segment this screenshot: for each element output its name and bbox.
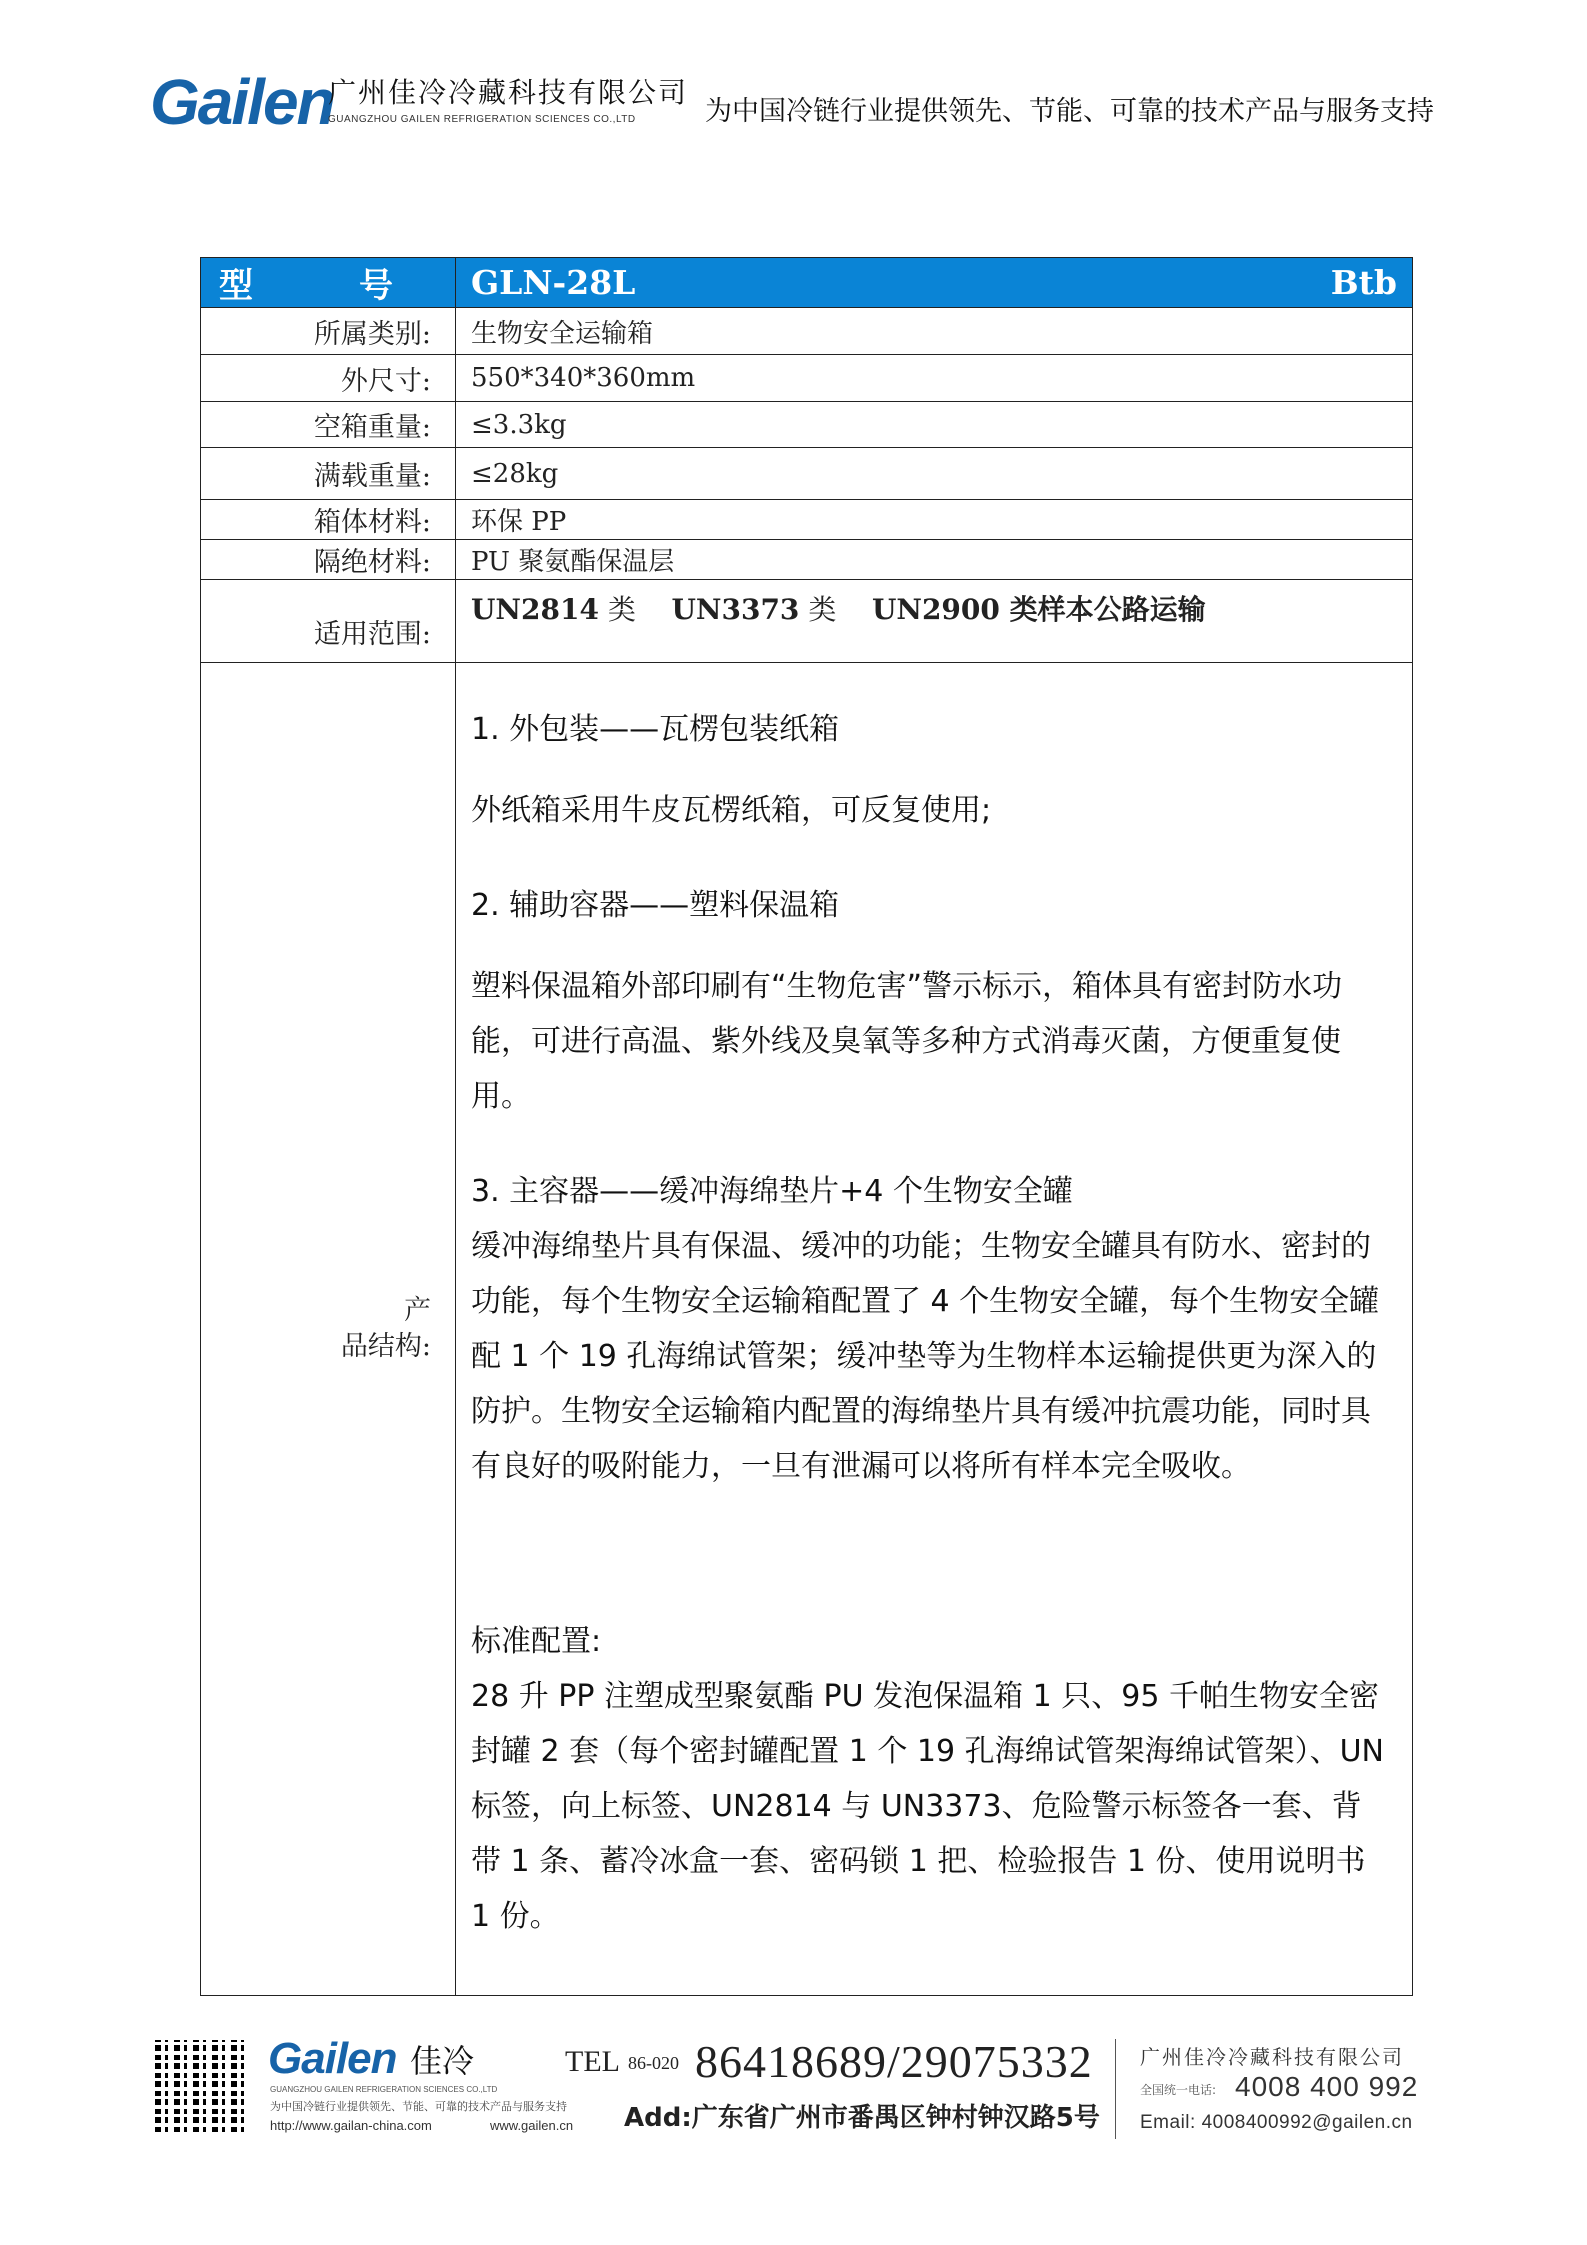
tel-label: TEL (565, 2045, 620, 2078)
spec-label: 外尺寸: (201, 355, 456, 402)
footer-brand-cn: 佳冷 (410, 2042, 475, 2080)
structure-label-line1: 产 (404, 1295, 431, 1326)
standard-config-text: 28 升 PP 注塑成型聚氨酯 PU 发泡保温箱 1 只、95 千帕生物安全密封罐 2 套（每个密封罐配置 1 个 19 孔海绵试管架海绵试管架）、UN 标签，向上标签、UN2814 与 UN3373、危险警示标签各一套、背带 1 条、蓄冷冰盒一套、密码锁 1 把、检验报告 1 份、使用说明书 1 份。 (471, 1679, 1384, 1934)
gailen-logo: Gailen (150, 66, 334, 138)
company-name-cn: 广州佳冷冷藏科技有限公司 (328, 76, 689, 109)
spec-value: 环保 PP (456, 500, 1413, 540)
spec-label: 空箱重量: (201, 402, 456, 448)
spec-row-scope (201, 580, 1413, 663)
footer-url-2[interactable]: www.gailen.cn (490, 2118, 574, 2133)
footer-address: Add:广东省广州市番禺区钟村钟汉路5号 (624, 2103, 1100, 2133)
spec-label: 适用范围: (201, 580, 456, 663)
spec-value: 生物安全运输箱 (456, 308, 1413, 355)
spec-row-category (201, 308, 1413, 355)
footer-company-cn: 广州佳冷冷藏科技有限公司 (1140, 2045, 1404, 2069)
structure-label-line2: 品结构: (340, 1331, 431, 1362)
spec-value: ≤3.3kg (456, 402, 1413, 448)
spec-value: 550*340*360mm (456, 355, 1413, 402)
page-footer (150, 2035, 1440, 2145)
company-name-en: GUANGZHOU GAILEN REFRIGERATION SCIENCES CO.,LTD (328, 114, 636, 125)
model-row (201, 258, 1413, 308)
tel-area-code: 86-020 (628, 2053, 679, 2073)
spec-value: PU 聚氨酯保温层 (456, 540, 1413, 580)
header-slogan: 为中国冷链行业提供领先、节能、可靠的技术产品与服务支持 (705, 96, 1434, 127)
model-label: 型 号 (201, 258, 456, 308)
footer-gailen-logo: Gailen (268, 2034, 397, 2083)
spec-row-insulation (201, 540, 1413, 580)
hotline-number: 4008 400 992 (1235, 2071, 1419, 2102)
hotline-label: 全国统一电话: (1140, 2083, 1217, 2097)
structure-label (201, 663, 456, 1996)
page-header (150, 66, 1440, 140)
spec-row-box-material (201, 500, 1413, 540)
un-code: UN2814 (471, 593, 599, 626)
spec-label: 满载重量: (201, 448, 456, 500)
footer-url-1[interactable]: http://www.gailan-china.com (270, 2118, 432, 2133)
spec-label: 箱体材料: (201, 500, 456, 540)
footer-slogan: 为中国冷链行业提供领先、节能、可靠的技术产品与服务支持 (270, 2100, 567, 2113)
spec-row-dimensions (201, 355, 1413, 402)
un-class: 类 (799, 593, 837, 626)
un-class: 类 (598, 593, 636, 626)
scope-value (456, 580, 1413, 663)
standard-config-title: 标准配置: (471, 1624, 602, 1659)
model-number: GLN-28L (471, 263, 636, 302)
structure-content (456, 663, 1413, 1996)
scope-tail: 类样本公路运输 (999, 593, 1206, 626)
footer-email[interactable]: Email: 4008400992@gailen.cn (1140, 2112, 1413, 2133)
tel-numbers: 86418689/29075332 (695, 2036, 1093, 2087)
section-3-title: 3. 主容器——缓冲海绵垫片+4 个生物安全罐 (471, 1174, 1073, 1209)
spec-row-full-weight (201, 448, 1413, 500)
section-1-title: 1. 外包装——瓦楞包装纸箱 (471, 712, 840, 747)
spec-label: 所属类别: (201, 308, 456, 355)
spec-row-structure (201, 663, 1413, 1996)
spec-value: ≤28kg (456, 448, 1413, 500)
spec-label: 隔绝材料: (201, 540, 456, 580)
spec-row-empty-weight (201, 402, 1413, 448)
footer-company-en: GUANGZHOU GAILEN REFRIGERATION SCIENCES CO.,LTD (270, 2085, 498, 2094)
un-code: UN3373 (671, 593, 800, 626)
qr-code-icon (155, 2040, 247, 2132)
section-3-text: 缓冲海绵垫片具有保温、缓冲的功能；生物安全罐具有防水、密封的功能，每个生物安全运输箱配置了 4 个生物安全罐，每个生物安全罐配 1 个 19 孔海绵试管架；缓冲垫等为生物样本运输提供更为深入的防护。生物安全运输箱内配置的海绵垫片具有缓冲抗震功能，同时具有良好的吸附能力，一旦有泄漏可以将所有样本完全吸收。 (471, 1229, 1380, 1484)
footer-divider (1115, 2039, 1116, 2139)
un-code: UN2900 (871, 593, 1000, 626)
spec-table (200, 257, 1413, 1996)
section-2-title: 2. 辅助容器——塑料保温箱 (471, 888, 840, 923)
section-1-text: 外纸箱采用牛皮瓦楞纸箱，可反复使用; (471, 793, 992, 828)
section-2-text: 塑料保温箱外部印刷有“生物危害”警示标示，箱体具有密封防水功能，可进行高温、紫外线及臭氧等多种方式消毒灭菌，方便重复使用。 (471, 969, 1343, 1114)
model-value (456, 258, 1413, 308)
model-suffix: Btb (1330, 263, 1397, 302)
